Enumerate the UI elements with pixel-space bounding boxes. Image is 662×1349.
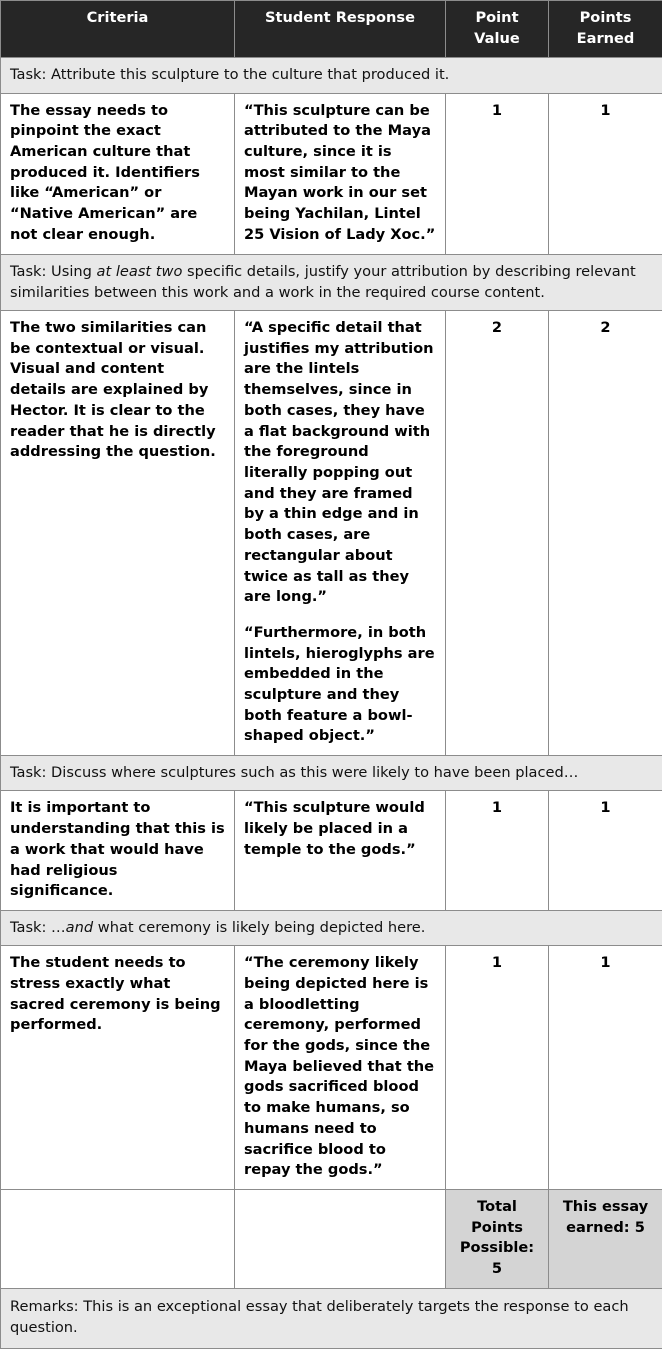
remarks-text: Remarks: This is an exceptional essay that deliberately targets the response to each question. [1, 1288, 662, 1348]
response-cell-3 [235, 791, 446, 911]
table-row [1, 791, 662, 911]
response-paragraph: “This sculpture can be attributed to the Maya culture, since it is most similar to the Mayan work in our set being Yachilan, Lintel 25 Vision of Lady Xoc.” [244, 101, 436, 246]
column-header-student-response: Student Response [235, 1, 446, 58]
response-paragraph: “This sculpture would likely be placed in a temple to the gods.” [244, 798, 436, 860]
task-text-prefix-2: Task: Using [10, 263, 97, 280]
table-header [1, 1, 662, 58]
point-value-cell-4: 1 [446, 946, 549, 1190]
totals-response-blank [235, 1190, 446, 1289]
task-description-3 [1, 756, 662, 791]
criteria-cell-4: The student needs to stress exactly what sacred ceremony is being performed. [1, 946, 235, 1190]
total-points-possible: Total Points Possible: 5 [446, 1190, 549, 1289]
table-row [1, 310, 662, 755]
criteria-cell-3: It is important to understanding that this is a work that would have had religious significance. [1, 791, 235, 911]
task-description-4 [1, 910, 662, 945]
response-paragraph: “Furthermore, in both lintels, hieroglyphs are embedded in the sculpture and they both feature a bowl-shaped object.” [244, 623, 436, 747]
task-text-prefix-3: Task: Discuss where sculptures such as this were likely to have been placed… [10, 764, 578, 781]
column-header-criteria: Criteria [1, 1, 235, 58]
table-body [1, 58, 662, 1349]
essay-points-earned: This essay earned: 5 [549, 1190, 662, 1289]
task-text-italic-4: and [66, 919, 93, 936]
response-cell-1 [235, 93, 446, 254]
totals-criteria-blank [1, 1190, 235, 1289]
column-header-points-earned: Points Earned [549, 1, 662, 58]
response-cell-2 [235, 310, 446, 755]
task-banner-row [1, 254, 662, 310]
task-text-italic-2: at least two [97, 263, 183, 280]
points-earned-cell-2: 2 [549, 310, 662, 755]
response-paragraph: “A specific detail that justifies my attribution are the lintels themselves, since in both cases, they have a flat background with the foreground literally popping out and they are framed by a thin edge and in both cases, are rectangular about twice as tall as they are long.” [244, 318, 436, 608]
task-text-suffix-2: specific details, justify your attribution by describing relevant similarities between this work and a work in the required course content. [10, 263, 636, 301]
table-row [1, 93, 662, 254]
task-description-1 [1, 58, 662, 93]
header-row [1, 1, 662, 58]
task-banner-row [1, 910, 662, 945]
point-value-cell-3: 1 [446, 791, 549, 911]
task-banner-row [1, 58, 662, 93]
task-text-prefix-4: Task: … [10, 919, 66, 936]
criteria-cell-2: The two similarities can be contextual or visual. Visual and content details are explained by Hector. It is clear to the reader that he is directly addressing the question. [1, 310, 235, 755]
point-value-cell-1: 1 [446, 93, 549, 254]
points-earned-cell-1: 1 [549, 93, 662, 254]
table-row [1, 946, 662, 1190]
response-paragraph: “The ceremony likely being depicted here is a bloodletting ceremony, performed for the gods, since the Maya believed that the gods sacrificed blood to make humans, so humans need to sacrifice blood to repay the gods.” [244, 953, 436, 1181]
points-earned-cell-3: 1 [549, 791, 662, 911]
points-earned-cell-4: 1 [549, 946, 662, 1190]
task-banner-row [1, 756, 662, 791]
task-text-prefix-1: Task: Attribute this sculpture to the culture that produced it. [10, 66, 449, 83]
response-cell-4 [235, 946, 446, 1190]
point-value-cell-2: 2 [446, 310, 549, 755]
totals-row [1, 1190, 662, 1289]
column-header-point-value: Point Value [446, 1, 549, 58]
criteria-cell-1: The essay needs to pinpoint the exact American culture that produced it. Identifiers like “American” or “Native American” are not clear enough. [1, 93, 235, 254]
task-description-2 [1, 254, 662, 310]
remarks-row [1, 1288, 662, 1348]
task-text-suffix-4: what ceremony is likely being depicted here. [93, 919, 425, 936]
